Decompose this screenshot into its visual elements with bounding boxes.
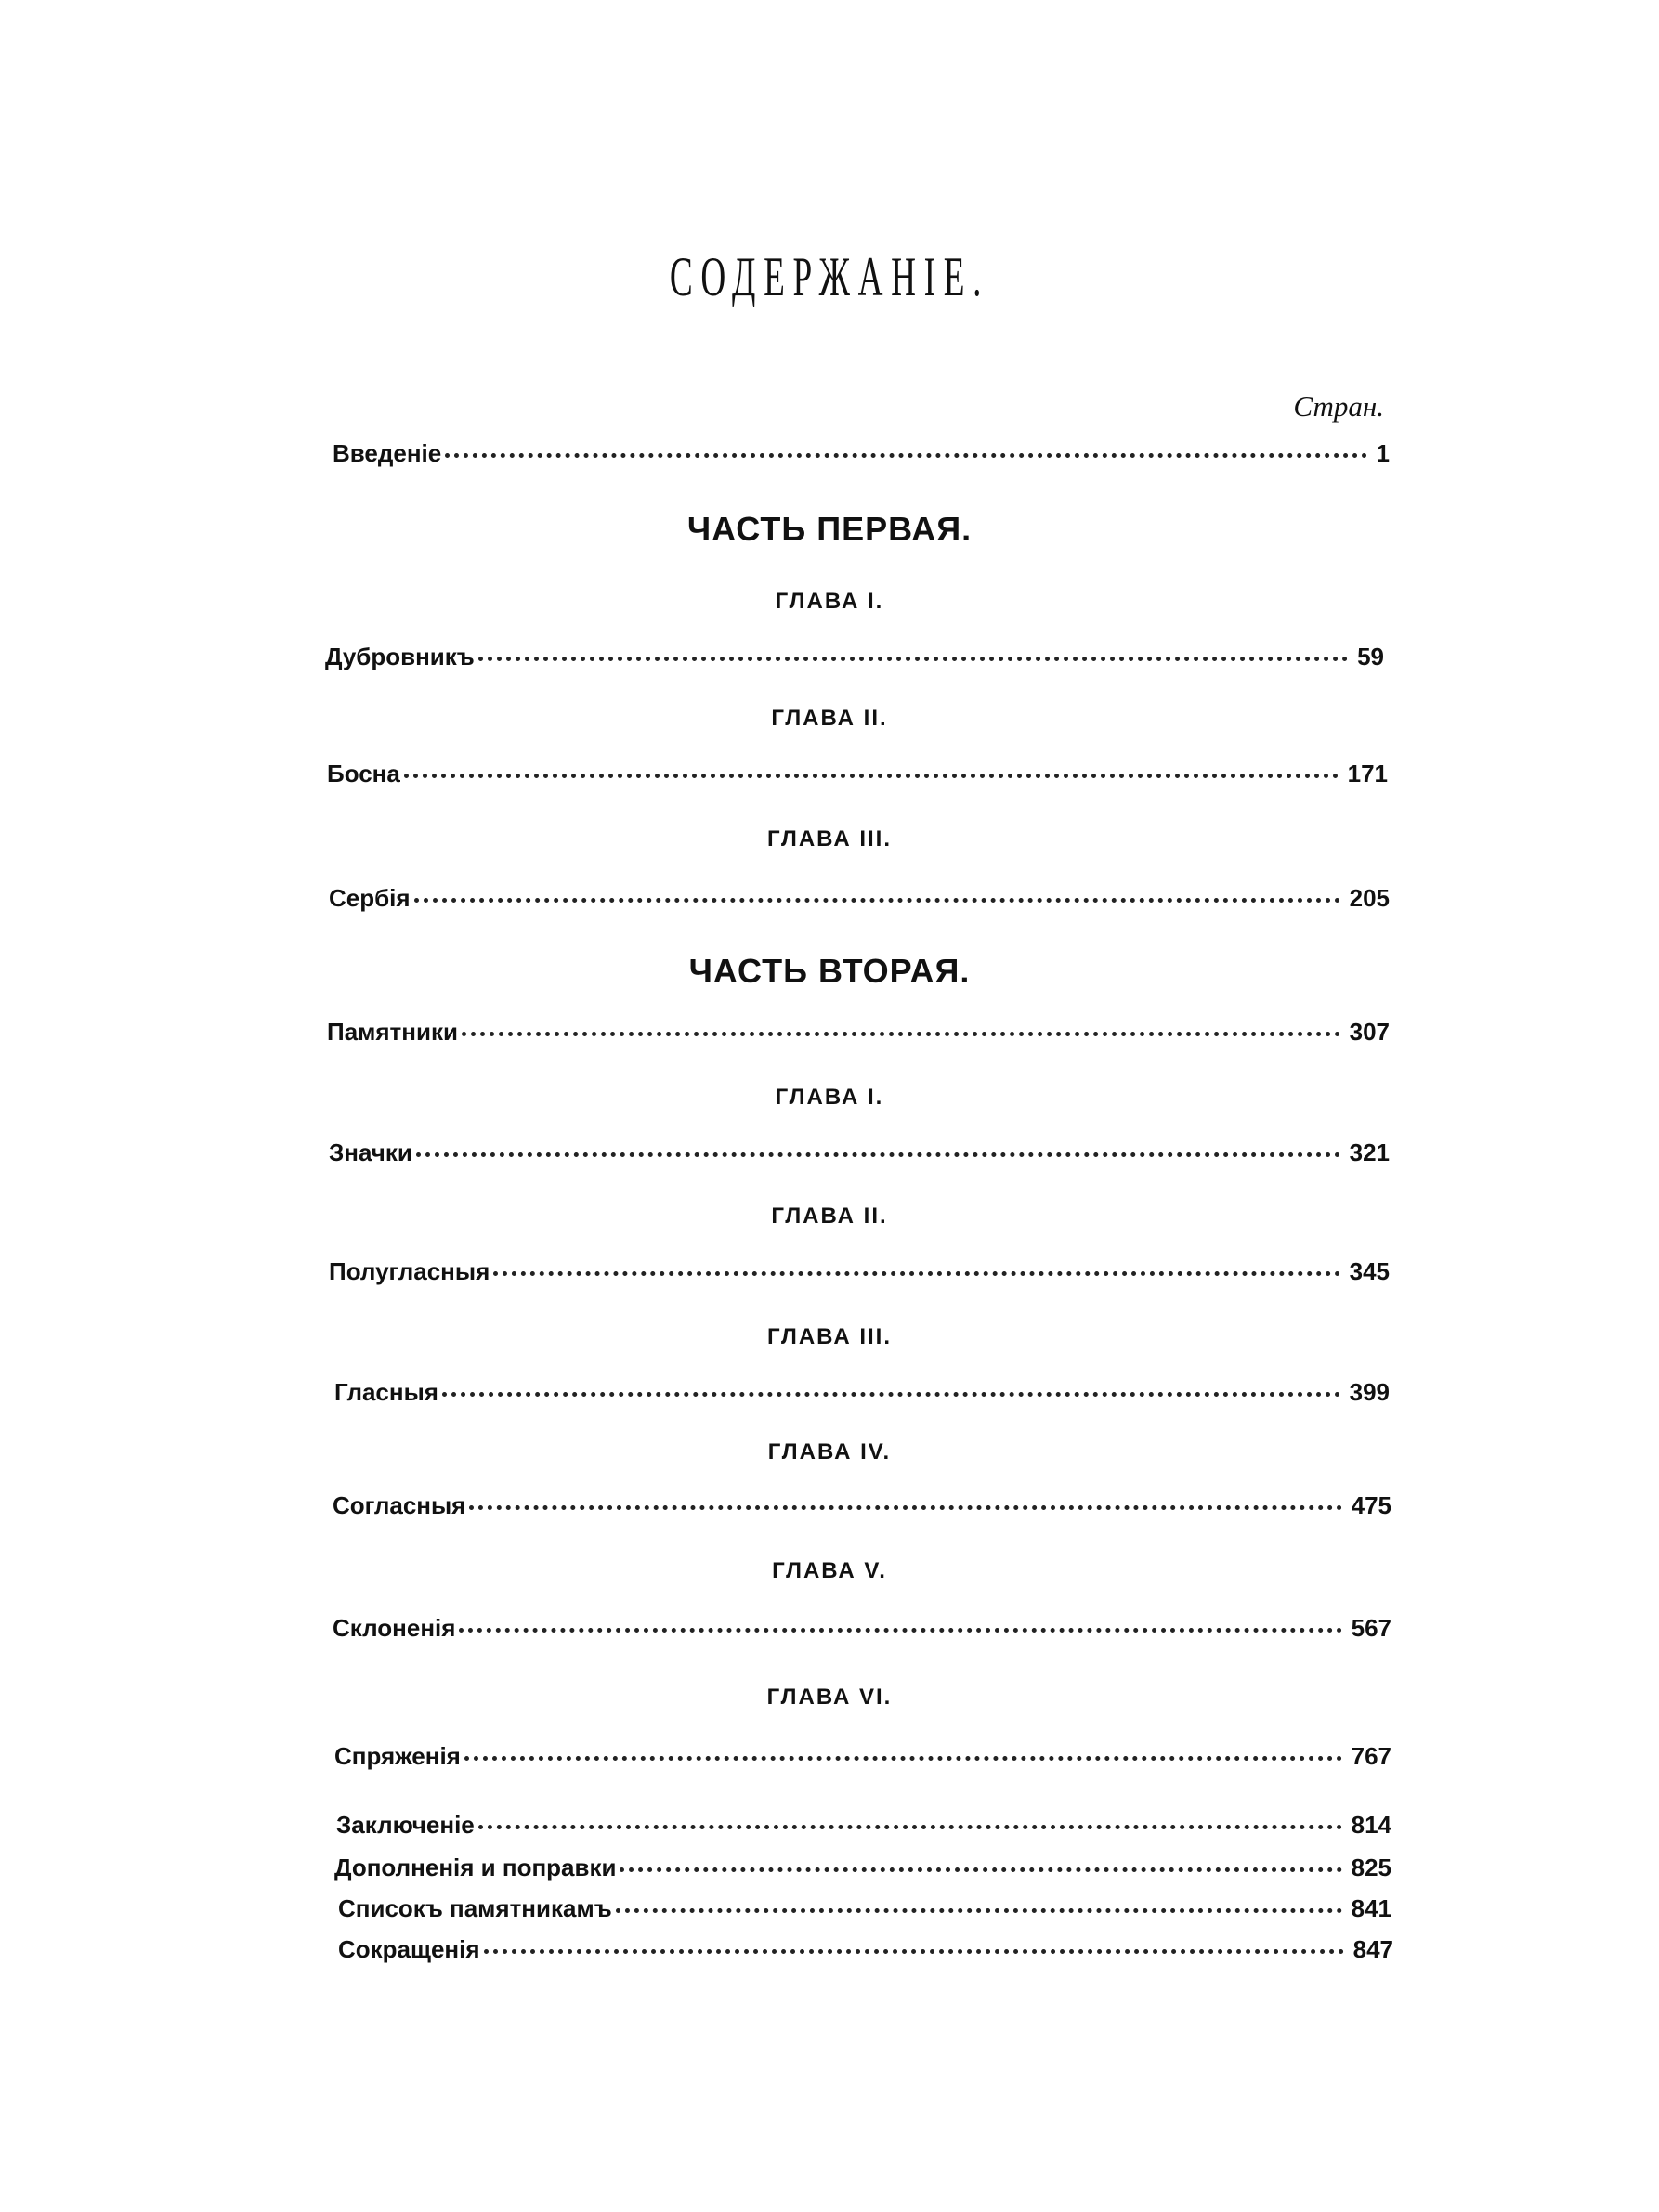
toc-entry-page: 814 [1351, 1811, 1391, 1839]
toc-entry[interactable] [327, 761, 1388, 786]
toc-entry-intro[interactable] [333, 441, 1390, 465]
chapter-heading: ГЛАВА II. [771, 1204, 888, 1229]
toc-entry-page: 567 [1351, 1614, 1391, 1642]
toc-entry[interactable] [333, 1616, 1391, 1640]
dot-leader [442, 1392, 1340, 1397]
toc-entry[interactable] [329, 1140, 1390, 1165]
toc-entry-label: Памятники [327, 1018, 458, 1046]
toc-entry-page: 171 [1347, 760, 1388, 787]
part-two-heading: ЧАСТЬ ВТОРАЯ. [688, 952, 971, 990]
dot-leader [484, 1949, 1344, 1954]
toc-entry-label: Сербія [329, 884, 411, 912]
dot-leader [478, 657, 1348, 661]
chapter-heading: ГЛАВА V. [772, 1558, 887, 1583]
part-one-heading: ЧАСТЬ ПЕРВАЯ. [686, 510, 973, 548]
chapter-heading: ГЛАВА I. [775, 589, 884, 614]
chapter-heading: ГЛАВА I. [775, 1085, 884, 1110]
dot-leader [404, 774, 1339, 778]
toc-entry-page: 1 [1376, 439, 1390, 467]
chapter-heading: ГЛАВА VI. [766, 1685, 893, 1710]
dot-leader [414, 898, 1340, 903]
toc-entry-label: Гласныя [334, 1378, 438, 1406]
chapter-heading: ГЛАВА II. [771, 706, 888, 731]
toc-entry[interactable] [334, 1380, 1390, 1404]
toc-entry-conclusion[interactable] [336, 1813, 1391, 1837]
toc-entry-label: Дубровникъ [325, 643, 475, 670]
toc-entry-page: 321 [1349, 1139, 1390, 1166]
toc-entry-page: 767 [1351, 1742, 1391, 1770]
toc-entry-page: 847 [1352, 1935, 1393, 1963]
toc-entry-label: Склоненія [333, 1614, 456, 1642]
toc-entry[interactable] [325, 644, 1384, 669]
toc-entry[interactable] [333, 1493, 1391, 1517]
toc-entry-label: Сокращенія [338, 1935, 480, 1963]
dot-leader [459, 1628, 1341, 1633]
dot-leader [464, 1756, 1342, 1761]
toc-entry-label: Босна [327, 760, 400, 787]
toc-entry-monuments[interactable] [327, 1020, 1390, 1044]
toc-entry-label: Списокъ памятникамъ [338, 1894, 612, 1922]
toc-entry[interactable] [329, 886, 1390, 910]
toc-entry-label: Спряженія [334, 1742, 461, 1770]
toc-entry-label: Значки [329, 1139, 412, 1166]
dot-leader [416, 1152, 1340, 1157]
page-column-label: Стран. [1293, 390, 1384, 423]
chapter-heading: ГЛАВА IV. [767, 1439, 892, 1464]
toc-entry-label: Полугласныя [329, 1257, 490, 1285]
toc-entry-monument-list[interactable] [338, 1896, 1391, 1920]
dot-leader [462, 1032, 1340, 1036]
toc-entry-addenda[interactable] [334, 1855, 1391, 1880]
dot-leader [616, 1908, 1342, 1913]
chapter-heading: ГЛАВА III. [767, 826, 892, 852]
dot-leader [469, 1505, 1341, 1510]
dot-leader [620, 1867, 1341, 1872]
toc-entry-page: 825 [1351, 1854, 1391, 1881]
page-title: СОДЕРЖАНІЕ. [669, 246, 990, 307]
toc-entry[interactable] [334, 1744, 1391, 1768]
toc-entry[interactable] [329, 1259, 1390, 1283]
toc-entry-label: Введеніе [333, 439, 442, 467]
toc-entry-abbreviations[interactable] [338, 1937, 1393, 1961]
toc-entry-label: Дополненія и поправки [334, 1854, 617, 1881]
toc-entry-label: Заключеніе [336, 1811, 475, 1839]
toc-entry-page: 841 [1351, 1894, 1391, 1922]
dot-leader [445, 453, 1366, 458]
toc-entry-page: 59 [1357, 643, 1384, 670]
toc-entry-page: 399 [1349, 1378, 1390, 1406]
dot-leader [478, 1825, 1342, 1829]
toc-entry-page: 475 [1351, 1491, 1391, 1519]
toc-entry-page: 205 [1349, 884, 1390, 912]
toc-entry-page: 345 [1349, 1257, 1390, 1285]
chapter-heading: ГЛАВА III. [767, 1324, 892, 1349]
dot-leader [493, 1271, 1339, 1276]
toc-entry-label: Согласныя [333, 1491, 466, 1519]
toc-entry-page: 307 [1349, 1018, 1390, 1046]
